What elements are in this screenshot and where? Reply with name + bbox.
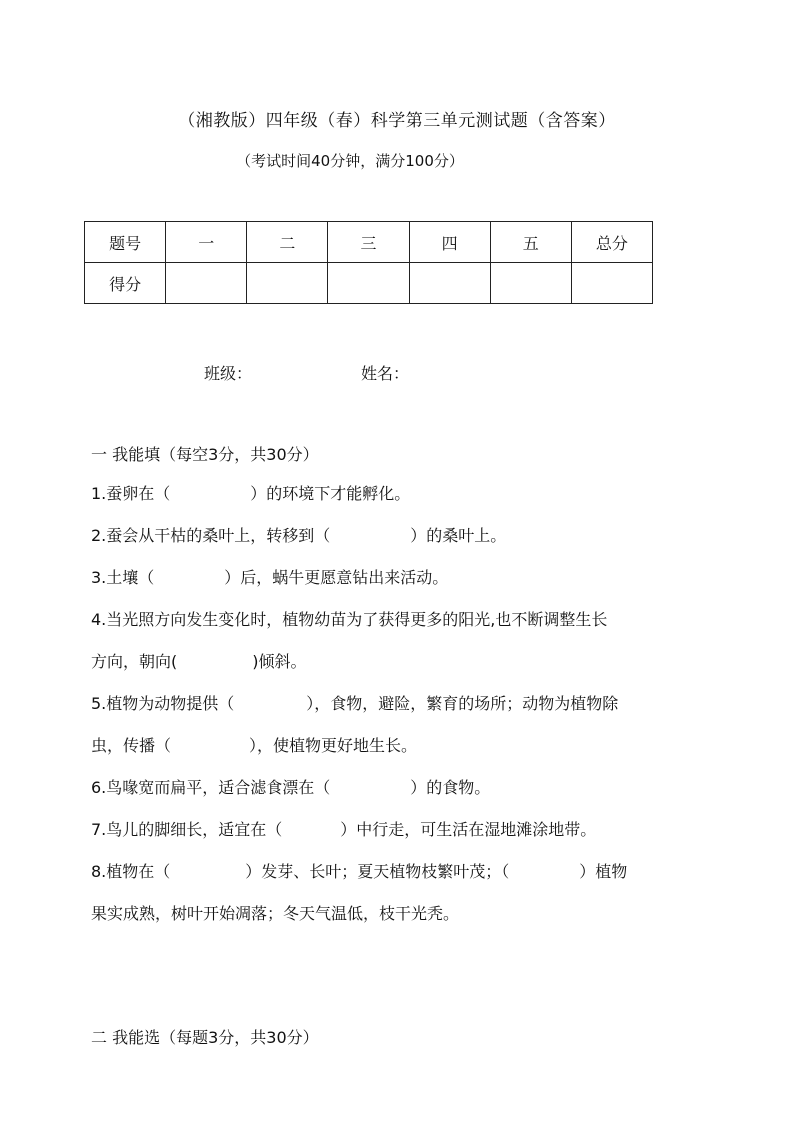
question-3 [91, 557, 706, 599]
question-text: 7.鸟儿的脚细长，适宜在（ [91, 820, 283, 839]
section-1-heading: 一 我能填（每空3分，共30分） [91, 445, 319, 464]
score-table-cell: 四 [409, 222, 490, 263]
score-table-cell: 得分 [85, 263, 166, 304]
score-input-cell[interactable] [328, 263, 409, 304]
question-4 [91, 599, 706, 683]
question-1 [91, 473, 706, 515]
question-text: ），使植物更好地生长。 [249, 736, 418, 755]
question-6 [91, 767, 706, 809]
question-text: ）植物 [579, 862, 628, 881]
exam-subtitle: （考试时间40分钟，满分100分） [236, 152, 464, 170]
score-table-cell: 五 [490, 222, 571, 263]
question-text: )倾斜。 [252, 652, 307, 671]
score-table-cell: 题号 [85, 222, 166, 263]
class-label: 班级： [204, 364, 253, 383]
question-text: 虫，传播（ [91, 736, 172, 755]
score-input-cell[interactable] [409, 263, 490, 304]
score-table-cell: 三 [328, 222, 409, 263]
section-2-heading: 二 我能选（每题3分，共30分） [91, 1028, 319, 1047]
page-title: （湘教版）四年级（春）科学第三单元测试题（含答案） [178, 111, 616, 131]
question-5 [91, 683, 706, 767]
question-text: 8.植物在（ [91, 862, 171, 881]
question-text: 6.鸟喙宽而扁平，适合滤食漂在（ [91, 778, 331, 797]
question-7 [91, 809, 706, 851]
question-text: 方向，朝向( [91, 652, 178, 671]
question-text: ）发芽、长叶；夏天植物枝繁叶茂；（ [245, 862, 510, 881]
question-text: 3.土壤（ [91, 568, 155, 587]
score-table-cell: 二 [247, 222, 328, 263]
question-text: ）中行走，可生活在湿地滩涂地带。 [340, 820, 597, 839]
score-table-score-row [85, 263, 653, 304]
question-text: ）的食物。 [410, 778, 491, 797]
question-text: 4.当光照方向发生变化时，植物幼苗为了获得更多的阳光,也不断调整生长 [91, 610, 608, 629]
score-table-header-row [85, 222, 653, 263]
score-input-cell[interactable] [247, 263, 328, 304]
question-2 [91, 515, 706, 557]
score-input-cell[interactable] [166, 263, 247, 304]
question-8 [91, 851, 706, 935]
question-text: ），食物，避险，繁育的场所；动物为植物除 [306, 694, 619, 713]
question-text: 5.植物为动物提供（ [91, 694, 235, 713]
name-label: 姓名： [361, 364, 410, 383]
score-input-cell[interactable] [571, 263, 652, 304]
question-text: 2.蚕会从干枯的桑叶上，转移到（ [91, 526, 331, 545]
score-table-cell: 总分 [571, 222, 652, 263]
question-text: ）的环境下才能孵化。 [250, 484, 411, 503]
score-input-cell[interactable] [490, 263, 571, 304]
score-table-cell: 一 [166, 222, 247, 263]
score-table [84, 221, 653, 304]
question-text: 1.蚕卵在（ [91, 484, 171, 503]
question-text: ）的桑叶上。 [410, 526, 507, 545]
question-text: ）后，蜗牛更愿意钻出来活动。 [224, 568, 449, 587]
question-text: 果实成熟，树叶开始凋落；冬天气温低，枝干光秃。 [91, 904, 460, 923]
